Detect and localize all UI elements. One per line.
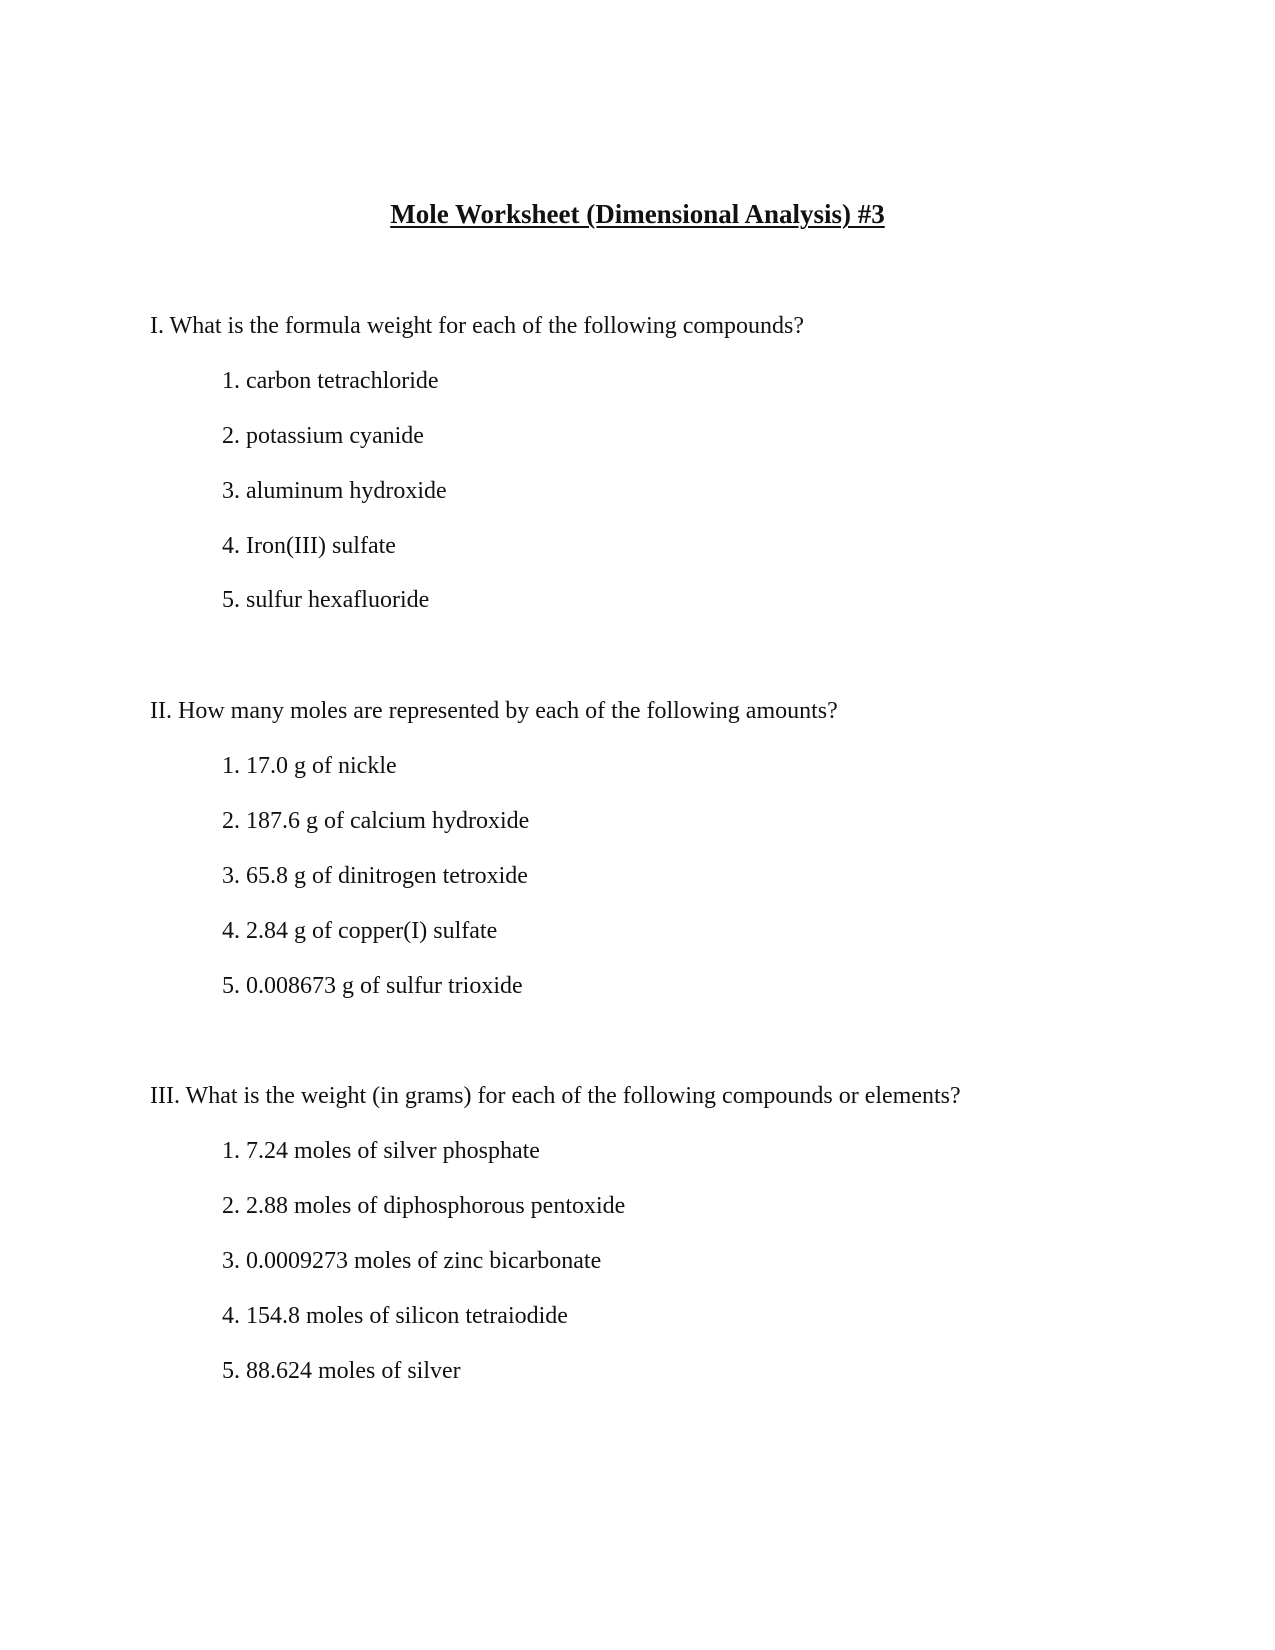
section-2-heading: II. How many moles are represented by each of the following amounts?: [150, 698, 838, 724]
section-1-heading: I. What is the formula weight for each of the following compounds?: [150, 313, 805, 339]
section-3-item-4: 4. 154.8 moles of silicon tetraiodide: [222, 1303, 568, 1329]
section-1-item-3: 3. aluminum hydroxide: [222, 478, 447, 504]
section-3-item-3: 3. 0.0009273 moles of zinc bicarbonate: [222, 1248, 602, 1274]
section-3-item-1: 1. 7.24 moles of silver phosphate: [222, 1138, 540, 1164]
section-3-item-5: 5. 88.624 moles of silver: [222, 1358, 461, 1384]
section-2-item-3: 3. 65.8 g of dinitrogen tetroxide: [222, 863, 528, 889]
section-2-item-2: 2. 187.6 g of calcium hydroxide: [222, 808, 530, 834]
section-3-heading: III. What is the weight (in grams) for each of the following compounds or elements?: [150, 1083, 961, 1109]
section-1-item-4: 4. Iron(III) sulfate: [222, 533, 396, 559]
section-2-item-5: 5. 0.008673 g of sulfur trioxide: [222, 973, 523, 999]
section-2-item-1: 1. 17.0 g of nickle: [222, 753, 397, 779]
page-title: Mole Worksheet (Dimensional Analysis) #3: [390, 199, 885, 229]
section-1-item-1: 1. carbon tetrachloride: [222, 368, 439, 394]
section-3-item-2: 2. 2.88 moles of diphosphorous pentoxide: [222, 1193, 626, 1219]
section-1-item-5: 5. sulfur hexafluoride: [222, 587, 430, 613]
section-2-item-4: 4. 2.84 g of copper(I) sulfate: [222, 918, 498, 944]
section-1-item-2: 2. potassium cyanide: [222, 423, 424, 449]
